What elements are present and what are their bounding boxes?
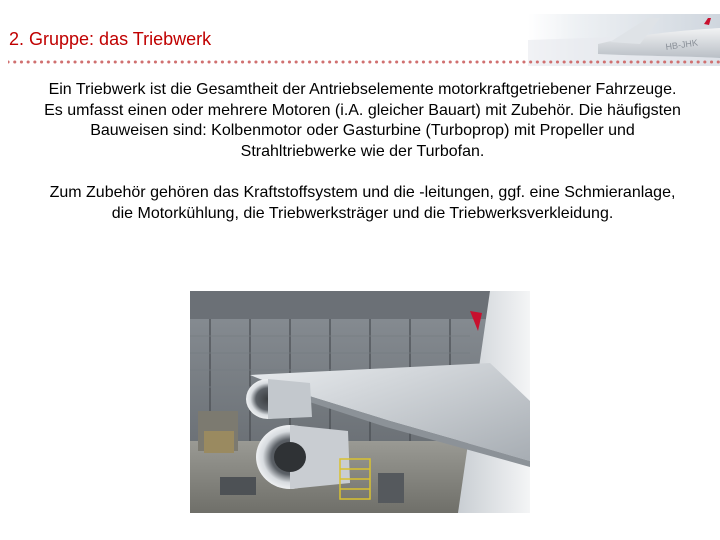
body-text [40,80,685,224]
slide-title: 2. Gruppe: das Triebwerk [9,29,212,49]
dotted-divider [8,58,720,66]
hangar-engine-photo [190,291,530,513]
registration-marking: HB-JHK [664,37,699,52]
paragraph-accessories: Zum Zubehör gehören das Kraftstoffsystem und die -leitungen, ggf. eine Schmieranlage, die Motorkühlung, die Triebwerksträger und die Triebwerksverkleidung. [49,183,676,222]
paragraph-definition: Ein Triebwerk ist die Gesamtheit der Antriebselemente motorkraftgetriebener Fahrzeuge. Es umfasst einen oder mehrere Motoren (i.A. gleicher Bauart) mit Zubehör. Die häufigsten Bauweisen sind: Kolbenmotor oder Gasturbine (Turboprop) mit Propeller und Strahltriebwerke wie der Turbofan. [44,81,681,161]
